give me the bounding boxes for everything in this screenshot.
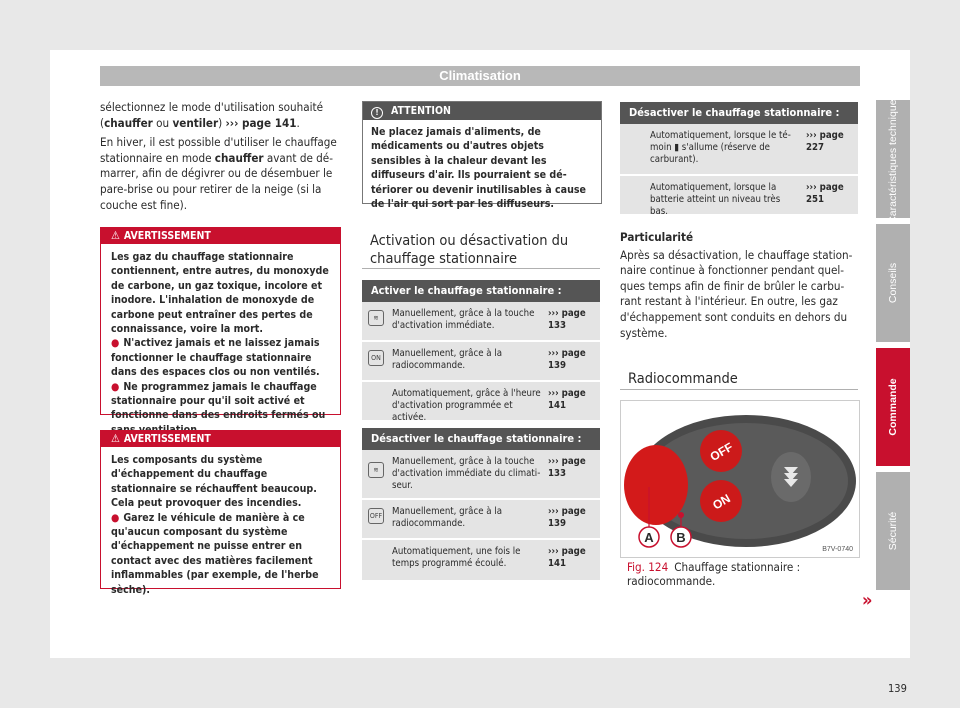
bullet-icon: ●	[111, 380, 120, 393]
activate-table	[362, 280, 600, 422]
warning-box-1: ⚠ AVERTISSEMENT Les gaz du chauffage stationnaire contiennent, entre autres, du monoxyde de carbone, un gaz toxique, incolore et inodore. L'inhalation de monoxyde de carbone peut entraîner des pertes de connaissance, voire la mort. ● N'activez jamais et ne laissez jamais fonctionner le chauffage stationnaire dans des espaces clos ou non ventilés. ● Ne programmez jamais le chauffage stationnaire pour qu'il soit activé et fonctionne dans des endroits fermés ou	[100, 227, 341, 415]
svg-text:A: A	[644, 530, 654, 545]
figure-code: B7V-0740	[822, 546, 853, 553]
page-reference-link[interactable]: ››› page 139	[548, 348, 586, 371]
warning-box-2: ⚠ AVERTISSEMENT Les composants du système d'échappement du chauffage stationnaire se réchauffent beaucoup. Cela peut provoquer des incendies. ● Garez le véhicule de manière à ce qu'aucun composant du système d'échappement ne puisse entrer en contact avec des matières facilement inflammables (par exemple, de l'herbe sèche).	[100, 430, 341, 589]
on-button-icon: ON	[368, 350, 384, 366]
intro-paragraph-2: En hiver, il est possible d'utiliser le chauffage stationnaire en mode chauffer avant de démarrer, afin de dégivrer ou de désembuer le pare-brise ou pour retirer de la neige (si la couche est fine).	[100, 135, 337, 212]
particularite-heading: Particularité	[620, 230, 694, 244]
warning-text: Les composants du système d'échappement du chauffage stationnaire se réchauffent beaucoup. Cela peut provoquer des incendies.	[111, 454, 317, 510]
table-row: Automatiquement, lorsque la batterie atteint un niveau très bas. ››› page 251	[620, 176, 858, 216]
heating-button-icon: ≋	[368, 462, 384, 478]
page-reference-link[interactable]: ››› page 227	[806, 130, 844, 153]
page-reference-link[interactable]: ››› page 141	[548, 546, 586, 569]
warning-triangle-icon: ⚠	[111, 432, 120, 445]
table-row: ≋ Manuellement, grâce à la touche d'activation immédiate. ››› page 133	[362, 302, 600, 342]
page-reference-link[interactable]: ››› page 141	[225, 115, 297, 130]
intro-paragraph-1: sélectionnez le mode d'utilisation souhaité (chauffer ou ventiler) ››› page 141.	[100, 100, 324, 130]
svg-text:B: B	[676, 530, 686, 545]
side-tab-conseils[interactable]: Conseils	[876, 224, 910, 342]
info-circle-icon: !	[371, 107, 383, 119]
warning-bullet: ● Garez le véhicule de manière à ce qu'aucun composant du système d'échappement ne puisse entrer en contact avec des matières facilement inflammables (par exemple, de l'herbe sèche).	[111, 511, 319, 596]
particularite-text: Après sa désactivation, le chauffage stationnaire continue à fonctionner pendant quelques temps afin de finir de brûler le carburant restant à l'intérieur. En outre, les gaz d'échappement sont conduits en dehors du système.	[620, 247, 853, 340]
heating-button-icon: ≋	[368, 310, 384, 326]
continue-arrow-icon: »	[862, 590, 873, 611]
deactivate-table-continued	[620, 102, 858, 216]
attention-text: Ne placez jamais d'aliments, de médicaments ou d'autres objets sensibles à la chaleur devant les diffuseurs d'air. Ils pourraient se détériorer ou devenir inutilisables à cause de l'air qui sort par les diffuseurs.	[371, 126, 586, 211]
particularite-section	[620, 230, 858, 345]
page-number: 139	[888, 682, 907, 695]
intro-text	[100, 100, 340, 217]
table-row: ≋ Manuellement, grâce à la touche d'activation immédiate du climatiseur. ››› page 133	[362, 450, 600, 500]
side-tab-securite[interactable]: Sécurité	[876, 472, 910, 590]
table-header: Activer le chauffage stationnaire :	[362, 280, 600, 302]
page-reference-link[interactable]: ››› page 133	[548, 308, 586, 331]
warning-bullet: ● N'activez jamais et ne laissez jamais fonctionner le chauffage stationnaire dans des espaces clos ou non ventilés.	[111, 337, 320, 379]
page-reference-link[interactable]: ››› page 133	[548, 456, 586, 479]
table-row: OFF Manuellement, grâce à la radiocommande. ››› page 139	[362, 500, 600, 540]
page-reference-link[interactable]: ››› page 139	[548, 506, 586, 529]
warning-triangle-icon: ⚠	[111, 229, 120, 242]
svg-text:ON: ON	[710, 491, 733, 513]
figure-caption: Fig. 124 Chauffage stationnaire : radiocommande.	[627, 560, 801, 588]
section-title-radiocommande: Radiocommande	[628, 371, 738, 387]
bullet-icon: ●	[111, 337, 120, 350]
table-header: Désactiver le chauffage stationnaire :	[362, 428, 600, 450]
side-tab-caracteristiques[interactable]: Caractéristiques techniques	[876, 100, 910, 218]
page-reference-link[interactable]: ››› page 251	[806, 182, 844, 205]
deactivate-table	[362, 428, 600, 582]
attention-box: ! ATTENTION Ne placez jamais d'aliments, de médicaments ou d'autres objets sensibles à la chaleur devant les diffuseurs d'air. Ils pourraient se détériorer ou devenir inutilisables à cause de l'air qui sort par les diffuseurs.	[362, 101, 602, 204]
table-row: Automatiquement, lorsque le témoin ▮ s'allume (réserve de carburant). ››› page 227	[620, 124, 858, 176]
table-header: Désactiver le chauffage stationnaire :	[620, 102, 858, 124]
page-reference-link[interactable]: ››› page 141	[548, 388, 586, 411]
remote-control-illustration	[621, 401, 859, 557]
warning-text: Les gaz du chauffage stationnaire contiennent, entre autres, du monoxyde de carbone, un gaz toxique, incolore et inodore. L'inhalation de monoxyde de carbone peut entraîner des pertes de connaissance, voire la mort.	[111, 251, 329, 336]
remote-control-figure	[620, 400, 860, 558]
section-title-activation: Activation ou désactivation du chauffage stationnaire	[370, 233, 569, 267]
off-button-icon: OFF	[368, 508, 384, 524]
section-divider	[620, 389, 858, 390]
chapter-header: Climatisation	[100, 66, 860, 86]
table-row: Automatiquement, grâce à l'heure d'activation programmée et activée. ››› page 141	[362, 382, 600, 422]
red-key-fob-icon	[624, 445, 688, 525]
table-row: ON Manuellement, grâce à la radiocommande. ››› page 139	[362, 342, 600, 382]
warning-bullet: ● Ne programmez jamais le chauffage stationnaire pour qu'il soit activé et fonctionne dans des endroits fermés ou	[111, 380, 326, 422]
table-row: Automatiquement, une fois le temps programmé écoulé. ››› page 141	[362, 540, 600, 582]
bullet-icon: ●	[111, 511, 120, 524]
side-tab-commande[interactable]: Commande	[876, 348, 910, 466]
svg-text:OFF: OFF	[707, 439, 736, 464]
section-divider	[362, 268, 600, 269]
